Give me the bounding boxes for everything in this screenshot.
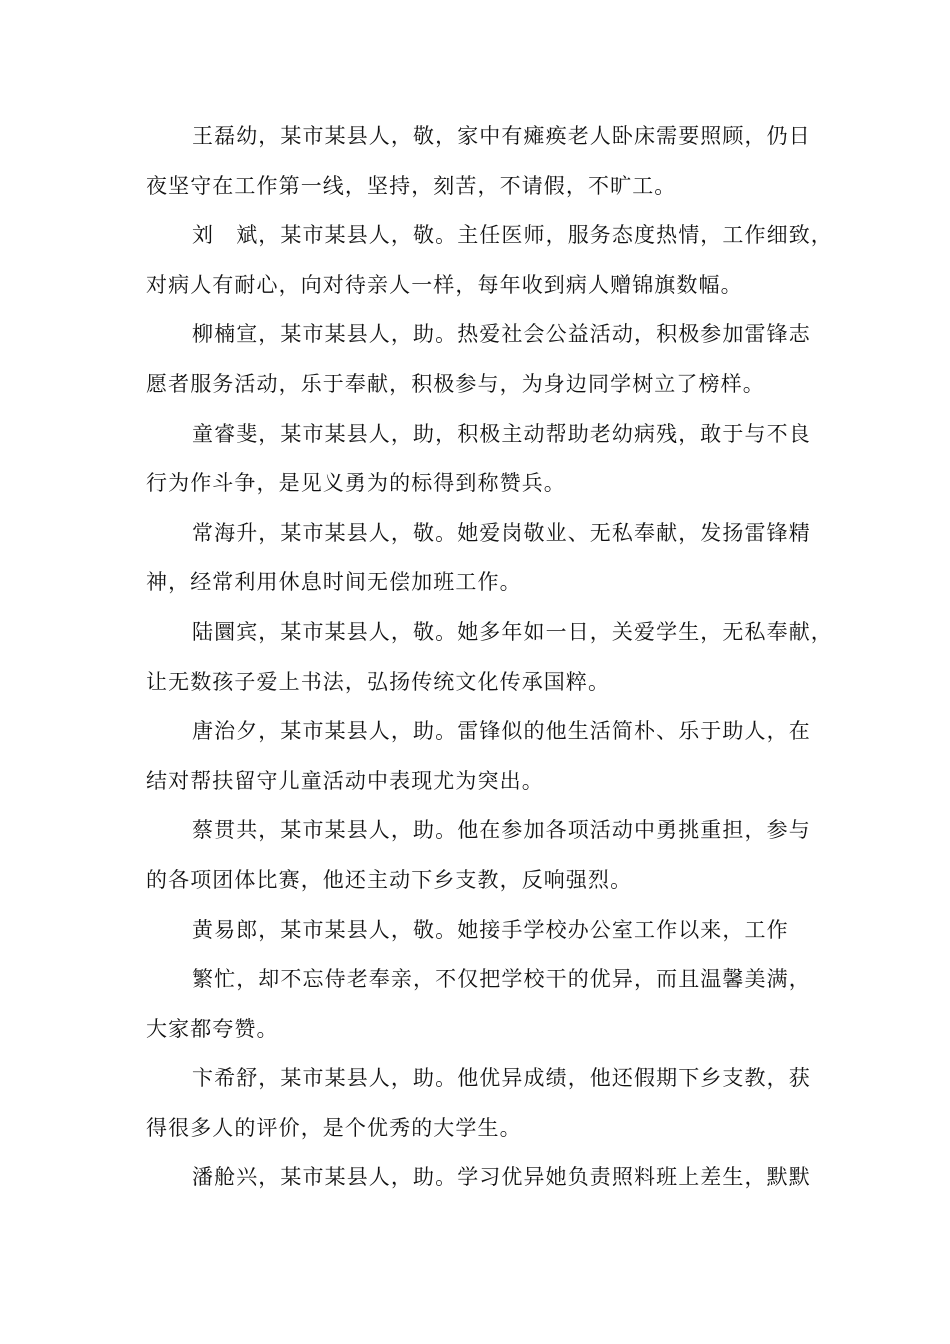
text-line: 愿者服务活动，乐于奉献，积极参与，为身边同学树立了榜样。 bbox=[146, 371, 765, 396]
text-line: 大家都夸赞。 bbox=[146, 1016, 279, 1041]
document-body bbox=[146, 112, 833, 1203]
text-line: 行为作斗争，是见义勇为的标得到称赞兵。 bbox=[146, 471, 566, 496]
text-line: 结对帮扶留守儿童活动中表现尤为突出。 bbox=[146, 768, 544, 793]
text-line: 让无数孩子爱上书法，弘扬传统文化传承国粹。 bbox=[146, 669, 611, 694]
text-line: 神，经常利用休息时间无偿加班工作。 bbox=[146, 570, 522, 595]
text-line: 潘舱兴，某市某县人，助。学习优异她负责照料班上差生，默默 bbox=[192, 1165, 811, 1190]
text-line: 黄易郎，某市某县人，敬。她接手学校办公室工作以来，工作 bbox=[192, 917, 789, 942]
text-line: 陆圜宾，某市某县人，敬。她多年如一日，关爱学生，无私奉献， bbox=[192, 619, 833, 644]
text-line: 的各项团体比赛，他还主动下乡支教，反响强烈。 bbox=[146, 867, 633, 892]
text-line: 得很多人的评价，是个优秀的大学生。 bbox=[146, 1115, 522, 1140]
text-line: 刘 斌，某市某县人，敬。主任医师，服务态度热情，工作细致， bbox=[192, 223, 833, 248]
text-line: 卞希舒，某市某县人，助。他优异成绩，他还假期下乡支教，获 bbox=[192, 1066, 811, 1091]
text-line: 繁忙，却不忘侍老奉亲，不仅把学校干的优异，而且温馨美满， bbox=[192, 967, 811, 992]
text-line: 夜坚守在工作第一线，坚持，刻苦，不请假，不旷工。 bbox=[146, 173, 677, 198]
text-line: 柳楠宣，某市某县人，助。热爱社会公益活动，积极参加雷锋志 bbox=[192, 322, 811, 347]
text-line: 蔡贯共，某市某县人，助。他在参加各项活动中勇挑重担，参与 bbox=[192, 818, 811, 843]
text-line: 王磊幼，某市某县人，敬，家中有瘫痪老人卧床需要照顾，仍日 bbox=[192, 124, 811, 148]
text-line: 常海升，某市某县人，敬。她爱岗敬业、无私奉献，发扬雷锋精 bbox=[192, 520, 811, 545]
text-line: 对病人有耐心，向对待亲人一样，每年收到病人赠锦旗数幅。 bbox=[146, 272, 743, 297]
text-line: 唐治夕，某市某县人，助。雷锋似的他生活简朴、乐于助人，在 bbox=[192, 719, 811, 744]
text-line: 童睿斐，某市某县人，助，积极主动帮助老幼病残，敢于与不良 bbox=[192, 421, 811, 446]
